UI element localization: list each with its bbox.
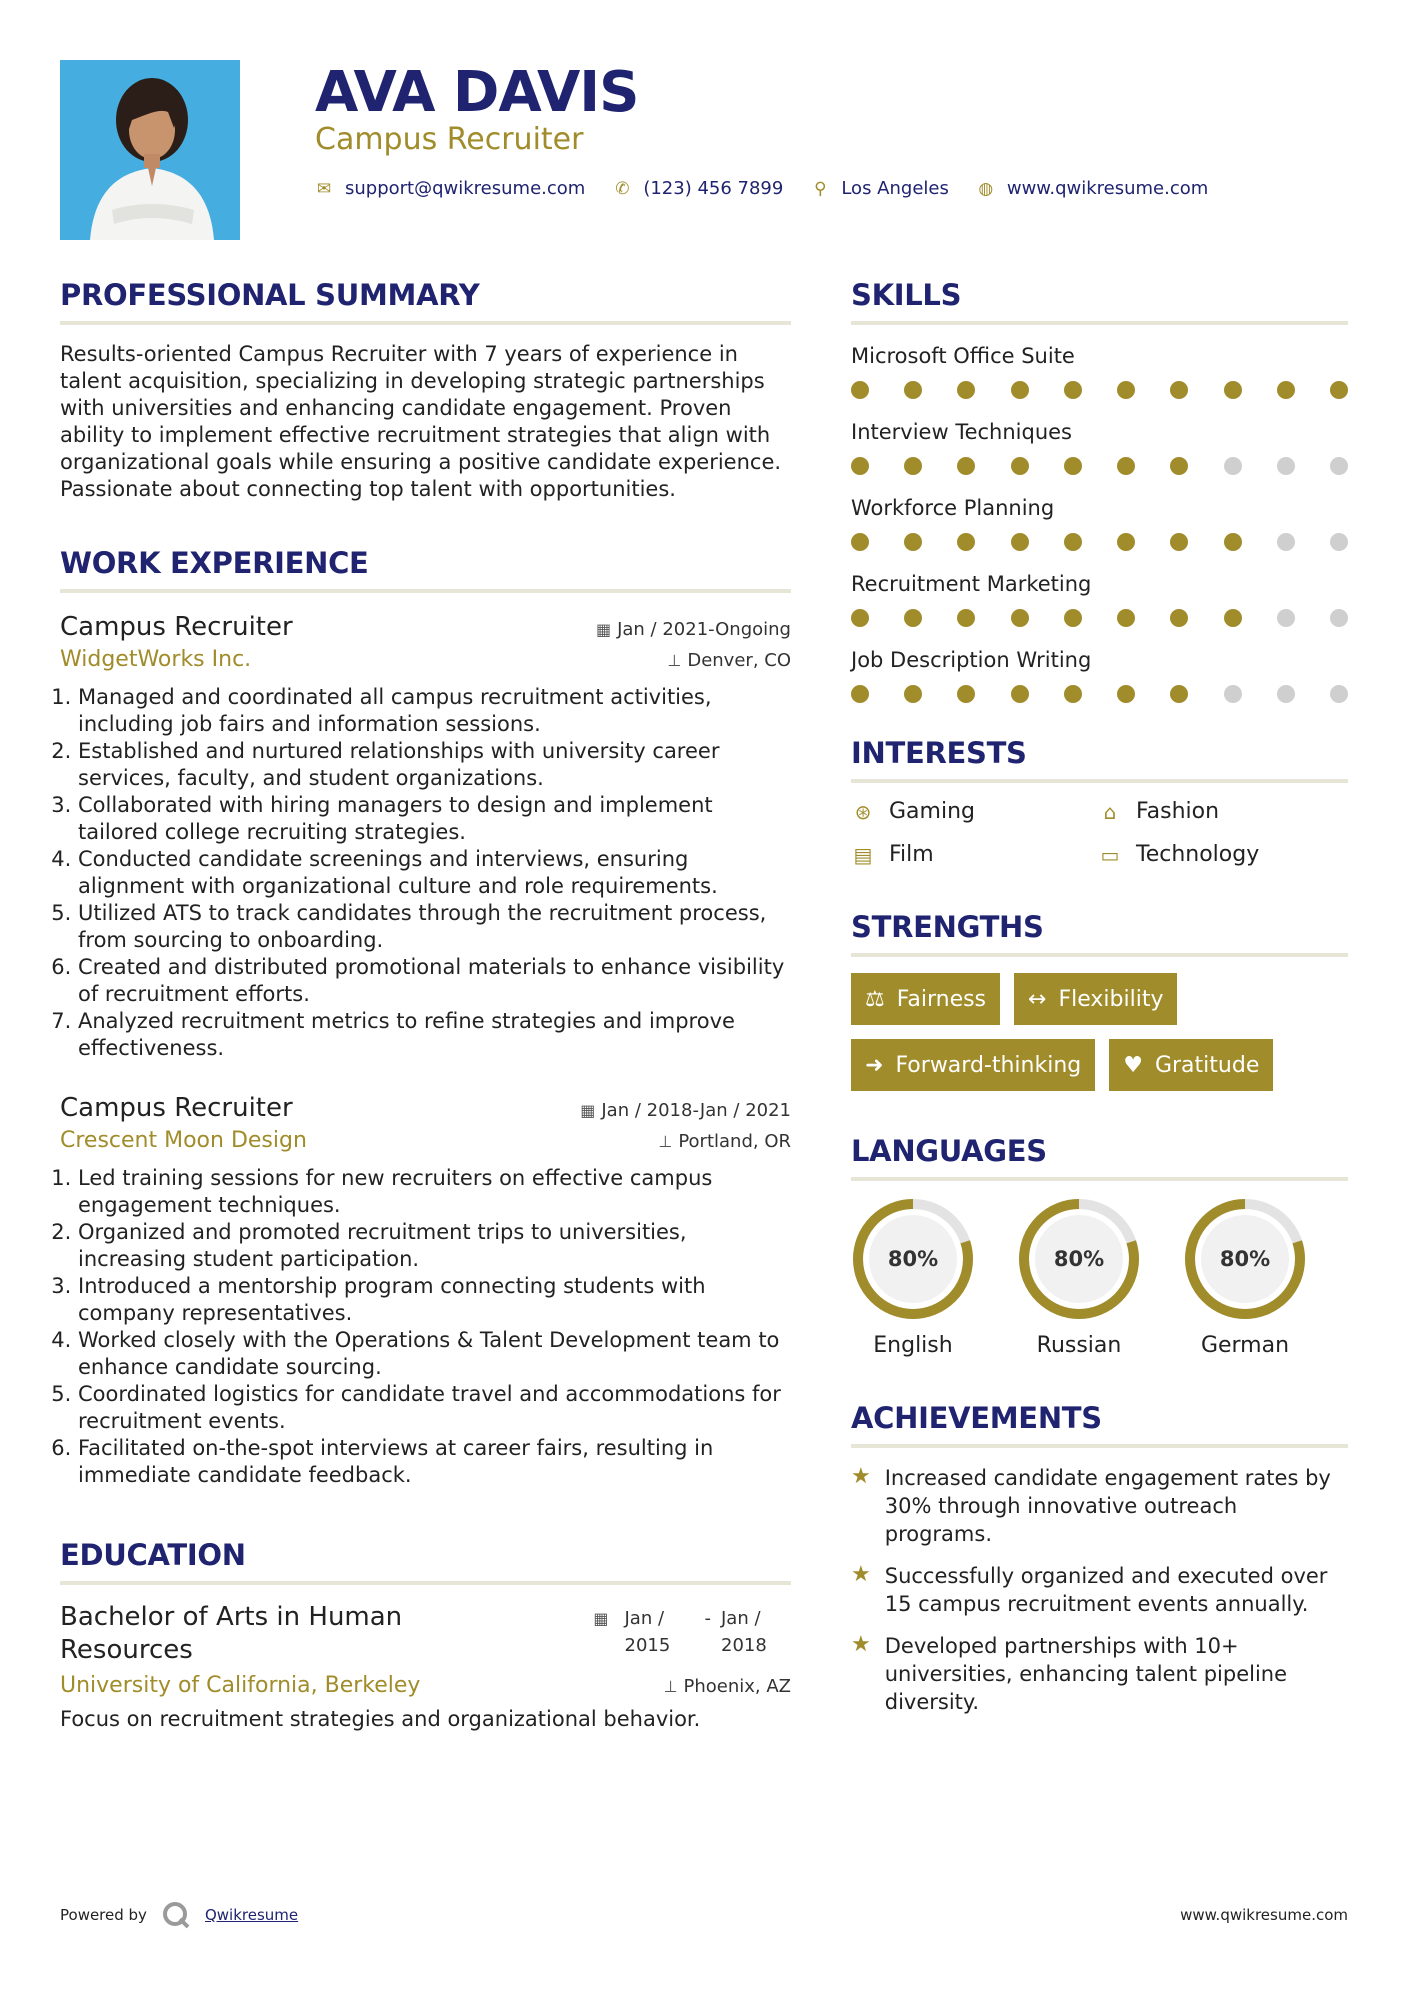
job-date: ▦ Jan / 2021-Ongoing bbox=[595, 619, 791, 640]
rating-dot-filled bbox=[957, 685, 975, 703]
envelope-icon: ✉ bbox=[316, 178, 332, 199]
footer-url[interactable]: www.qwikresume.com bbox=[1180, 1906, 1348, 1924]
balance-scale-icon: ⚖ bbox=[865, 986, 885, 1012]
language-name: German bbox=[1200, 1333, 1290, 1358]
skill-name: Microsoft Office Suite bbox=[851, 344, 1075, 368]
rating-dot-filled bbox=[1064, 381, 1082, 399]
skill-item bbox=[851, 341, 1348, 399]
laptop-icon: ▭ bbox=[1100, 842, 1120, 867]
skill-name: Interview Techniques bbox=[851, 420, 1073, 444]
duty-item: 7. Analyzed recruitment metrics to refine strategies and improve effectiveness. bbox=[78, 1008, 791, 1062]
rating-dot-filled bbox=[1011, 381, 1029, 399]
language-item bbox=[851, 1197, 975, 1358]
rating-dot-filled bbox=[851, 457, 869, 475]
summary-text: Results-oriented Campus Recruiter with 7 years of experience in talent acquisition, specializing in developing strategic partnerships with universities and enhancing candidate engagement. Proven ability to implement effective recruitment strategies that align with organizational goals while ensuring a positive candidate experience. Passionate about connecting top talent with opportunities. bbox=[60, 342, 782, 501]
skill-item bbox=[851, 645, 1348, 703]
strengths-heading: STRENGTHS bbox=[851, 907, 1348, 957]
rating-dot-filled bbox=[904, 533, 922, 551]
experience-heading: WORK EXPERIENCE bbox=[60, 543, 791, 593]
duties-list bbox=[60, 684, 791, 1062]
duty-item: 5. Utilized ATS to track candidates through the recruitment process, from sourcing to onboarding. bbox=[78, 900, 791, 954]
rating-dot-empty bbox=[1277, 457, 1295, 475]
interest-item: ⊛ Gaming bbox=[851, 799, 1098, 824]
job-entry bbox=[60, 609, 791, 1062]
rating-dot-filled bbox=[1117, 457, 1135, 475]
rating-dot-empty bbox=[1330, 685, 1348, 703]
pushpin-icon: ⊥ bbox=[667, 651, 682, 670]
rating-dot-empty bbox=[1330, 533, 1348, 551]
star-icon: ★ bbox=[851, 1632, 871, 1657]
globe-icon: ◍ bbox=[978, 178, 994, 199]
interest-item: ▭ Technology bbox=[1098, 842, 1348, 867]
education-description: Focus on recruitment strategies and organizational behavior. bbox=[60, 1707, 701, 1731]
rating-dot-filled bbox=[957, 533, 975, 551]
skill-item bbox=[851, 493, 1348, 551]
skills-heading: SKILLS bbox=[851, 275, 1348, 325]
skill-rating bbox=[851, 533, 1348, 551]
rating-dot-filled bbox=[851, 609, 869, 627]
skill-name: Job Description Writing bbox=[851, 648, 1092, 672]
rating-dot-filled bbox=[851, 533, 869, 551]
strength-tag: ⚖ Fairness bbox=[851, 973, 1000, 1025]
rating-dot-filled bbox=[1170, 533, 1188, 551]
company-name: WidgetWorks Inc. bbox=[60, 647, 252, 672]
language-percent: 80% bbox=[887, 1247, 939, 1271]
achievements-list bbox=[851, 1464, 1348, 1716]
summary-heading: PROFESSIONAL SUMMARY bbox=[60, 275, 791, 325]
rating-dot-filled bbox=[1064, 609, 1082, 627]
school-location: ⊥ Phoenix, AZ bbox=[663, 1676, 791, 1697]
school-name: University of California, Berkeley bbox=[60, 1673, 421, 1698]
calendar-icon: ▦ bbox=[595, 620, 612, 639]
job-title: Campus Recruiter bbox=[60, 1093, 293, 1123]
duty-item: 4. Conducted candidate screenings and interviews, ensuring alignment with organizational culture and role requirements. bbox=[78, 846, 791, 900]
contact-phone[interactable]: ✆ (123) 456 7899 bbox=[615, 178, 784, 199]
left-column bbox=[60, 275, 791, 1733]
rating-dot-empty bbox=[1330, 457, 1348, 475]
phone-icon: ✆ bbox=[615, 178, 630, 199]
rating-dot-filled bbox=[1170, 381, 1188, 399]
brand-link[interactable]: Qwikresume bbox=[204, 1906, 299, 1924]
language-ring bbox=[1017, 1197, 1141, 1321]
right-column bbox=[851, 275, 1348, 1730]
candidate-title: Campus Recruiter bbox=[315, 122, 584, 157]
strengths-list bbox=[851, 973, 1348, 1091]
job-entry bbox=[60, 1090, 791, 1489]
rating-dot-filled bbox=[1011, 533, 1029, 551]
skill-rating bbox=[851, 685, 1348, 703]
rating-dot-filled bbox=[1064, 533, 1082, 551]
job-location: ⊥ Denver, CO bbox=[667, 650, 791, 671]
location-pin-icon: ⚲ bbox=[814, 178, 827, 199]
languages-list bbox=[851, 1197, 1348, 1358]
contact-location: ⚲ Los Angeles bbox=[811, 178, 949, 199]
duties-list bbox=[60, 1165, 791, 1489]
star-icon: ★ bbox=[851, 1562, 871, 1587]
duty-item: 1. Managed and coordinated all campus recruitment activities, including job fairs and information sessions. bbox=[78, 684, 791, 738]
achievement-item: ★ Developed partnerships with 10+ universities, enhancing talent pipeline diversity. bbox=[851, 1632, 1288, 1714]
skill-rating bbox=[851, 609, 1348, 627]
shopping-bag-icon: ⌂ bbox=[1103, 799, 1117, 824]
heart-icon: ♥ bbox=[1123, 1052, 1143, 1078]
language-item bbox=[1183, 1197, 1307, 1358]
rating-dot-filled bbox=[1064, 457, 1082, 475]
star-icon: ★ bbox=[851, 1464, 871, 1489]
film-icon: ▤ bbox=[853, 842, 873, 867]
rating-dot-filled bbox=[1117, 609, 1135, 627]
rating-dot-filled bbox=[904, 609, 922, 627]
language-percent: 80% bbox=[1219, 1247, 1271, 1271]
skill-rating bbox=[851, 457, 1348, 475]
achievement-item: ★ Successfully organized and executed over 15 campus recruitment events annually. bbox=[851, 1562, 1328, 1616]
language-percent: 80% bbox=[1053, 1247, 1105, 1271]
rating-dot-filled bbox=[904, 685, 922, 703]
rating-dot-filled bbox=[1117, 381, 1135, 399]
profile-photo bbox=[60, 60, 240, 240]
footer bbox=[60, 1900, 1348, 1930]
skill-item bbox=[851, 417, 1348, 475]
interest-item: ▤ Film bbox=[851, 842, 1098, 867]
rating-dot-empty bbox=[1224, 457, 1242, 475]
pushpin-icon: ⊥ bbox=[658, 1132, 673, 1151]
pushpin-icon: ⊥ bbox=[663, 1677, 678, 1696]
rating-dot-empty bbox=[1277, 685, 1295, 703]
rating-dot-empty bbox=[1224, 685, 1242, 703]
job-location: ⊥ Portland, OR bbox=[658, 1131, 791, 1152]
arrow-right-icon: ➜ bbox=[865, 1052, 884, 1078]
skills-list bbox=[851, 341, 1348, 703]
candidate-name: AVA DAVIS bbox=[315, 60, 639, 125]
rating-dot-filled bbox=[904, 457, 922, 475]
strength-tag: ➜ Forward-thinking bbox=[851, 1039, 1095, 1091]
company-name: Crescent Moon Design bbox=[60, 1128, 307, 1153]
achievement-item: ★ Increased candidate engagement rates by 30% through innovative outreach programs. bbox=[851, 1464, 1331, 1546]
rating-dot-filled bbox=[851, 381, 869, 399]
skill-name: Recruitment Marketing bbox=[851, 572, 1092, 596]
education-heading: EDUCATION bbox=[60, 1535, 791, 1585]
job-title: Campus Recruiter bbox=[60, 612, 293, 642]
rating-dot-filled bbox=[851, 685, 869, 703]
rating-dot-filled bbox=[1224, 533, 1242, 551]
duty-item: 3. Introduced a mentorship program connecting students with company representatives. bbox=[78, 1273, 791, 1327]
duty-item: 4. Worked closely with the Operations & Talent Development team to enhance candidate sourcing. bbox=[78, 1327, 791, 1381]
powered-by-label: Powered by bbox=[60, 1906, 147, 1924]
interests-heading: INTERESTS bbox=[851, 733, 1348, 783]
job-date: ▦ Jan / 2018-Jan / 2021 bbox=[580, 1100, 791, 1121]
achievements-heading: ACHIEVEMENTS bbox=[851, 1398, 1348, 1448]
rating-dot-filled bbox=[1117, 685, 1135, 703]
contact-bar bbox=[315, 178, 1224, 199]
contact-website[interactable]: ◍ www.qwikresume.com bbox=[978, 178, 1209, 199]
rating-dot-filled bbox=[1224, 609, 1242, 627]
gamepad-icon: ⊛ bbox=[854, 799, 872, 824]
languages-heading: LANGUAGES bbox=[851, 1131, 1348, 1181]
rating-dot-filled bbox=[1011, 457, 1029, 475]
duty-item: 1. Led training sessions for new recruiters on effective campus engagement techniques. bbox=[78, 1165, 791, 1219]
rating-dot-filled bbox=[1064, 685, 1082, 703]
rating-dot-filled bbox=[1224, 381, 1242, 399]
strength-tag: ↔ Flexibility bbox=[1014, 973, 1177, 1025]
duty-item: 5. Coordinated logistics for candidate travel and accommodations for recruitment events. bbox=[78, 1381, 791, 1435]
rating-dot-filled bbox=[1011, 609, 1029, 627]
rating-dot-filled bbox=[957, 381, 975, 399]
duty-item: 3. Collaborated with hiring managers to design and implement tailored college recruiting strategies. bbox=[78, 792, 791, 846]
duty-item: 2. Established and nurtured relationships with university career services, faculty, and student organizations. bbox=[78, 738, 791, 792]
rating-dot-empty bbox=[1277, 533, 1295, 551]
rating-dot-filled bbox=[957, 457, 975, 475]
language-name: English bbox=[873, 1333, 953, 1358]
rating-dot-filled bbox=[1277, 381, 1295, 399]
interest-item: ⌂ Fashion bbox=[1098, 799, 1348, 824]
contact-email[interactable]: ✉ support@qwikresume.com bbox=[316, 178, 586, 199]
rating-dot-filled bbox=[1170, 609, 1188, 627]
duty-item: 2. Organized and promoted recruitment trips to universities, increasing student participation. bbox=[78, 1219, 791, 1273]
rating-dot-filled bbox=[904, 381, 922, 399]
rating-dot-filled bbox=[1170, 457, 1188, 475]
skill-name: Workforce Planning bbox=[851, 496, 1055, 520]
language-name: Russian bbox=[1036, 1333, 1122, 1358]
rating-dot-empty bbox=[1277, 609, 1295, 627]
duty-item: 6. Facilitated on-the-spot interviews at career fairs, resulting in immediate candidate feedback. bbox=[78, 1435, 791, 1489]
rating-dot-filled bbox=[1330, 381, 1348, 399]
skill-rating bbox=[851, 381, 1348, 399]
rating-dot-filled bbox=[957, 609, 975, 627]
degree-title: Bachelor of Arts in Human Resources bbox=[60, 1602, 403, 1665]
skill-item bbox=[851, 569, 1348, 627]
rating-dot-empty bbox=[1330, 609, 1348, 627]
strength-tag: ♥ Gratitude bbox=[1109, 1039, 1273, 1091]
language-item bbox=[1017, 1197, 1141, 1358]
duty-item: 6. Created and distributed promotional materials to enhance visibility of recruitment efforts. bbox=[78, 954, 791, 1008]
arrows-horizontal-icon: ↔ bbox=[1028, 986, 1047, 1012]
language-ring bbox=[851, 1197, 975, 1321]
qwikresume-logo-icon bbox=[161, 1900, 191, 1930]
rating-dot-filled bbox=[1011, 685, 1029, 703]
calendar-icon: ▦ bbox=[593, 1609, 609, 1628]
education-dates: ▦ Jan / 2015 - Jan / 2018 bbox=[593, 1605, 791, 1667]
interests-list bbox=[851, 799, 1348, 867]
calendar-icon: ▦ bbox=[580, 1101, 596, 1120]
rating-dot-filled bbox=[1117, 533, 1135, 551]
rating-dot-filled bbox=[1170, 685, 1188, 703]
language-ring bbox=[1183, 1197, 1307, 1321]
